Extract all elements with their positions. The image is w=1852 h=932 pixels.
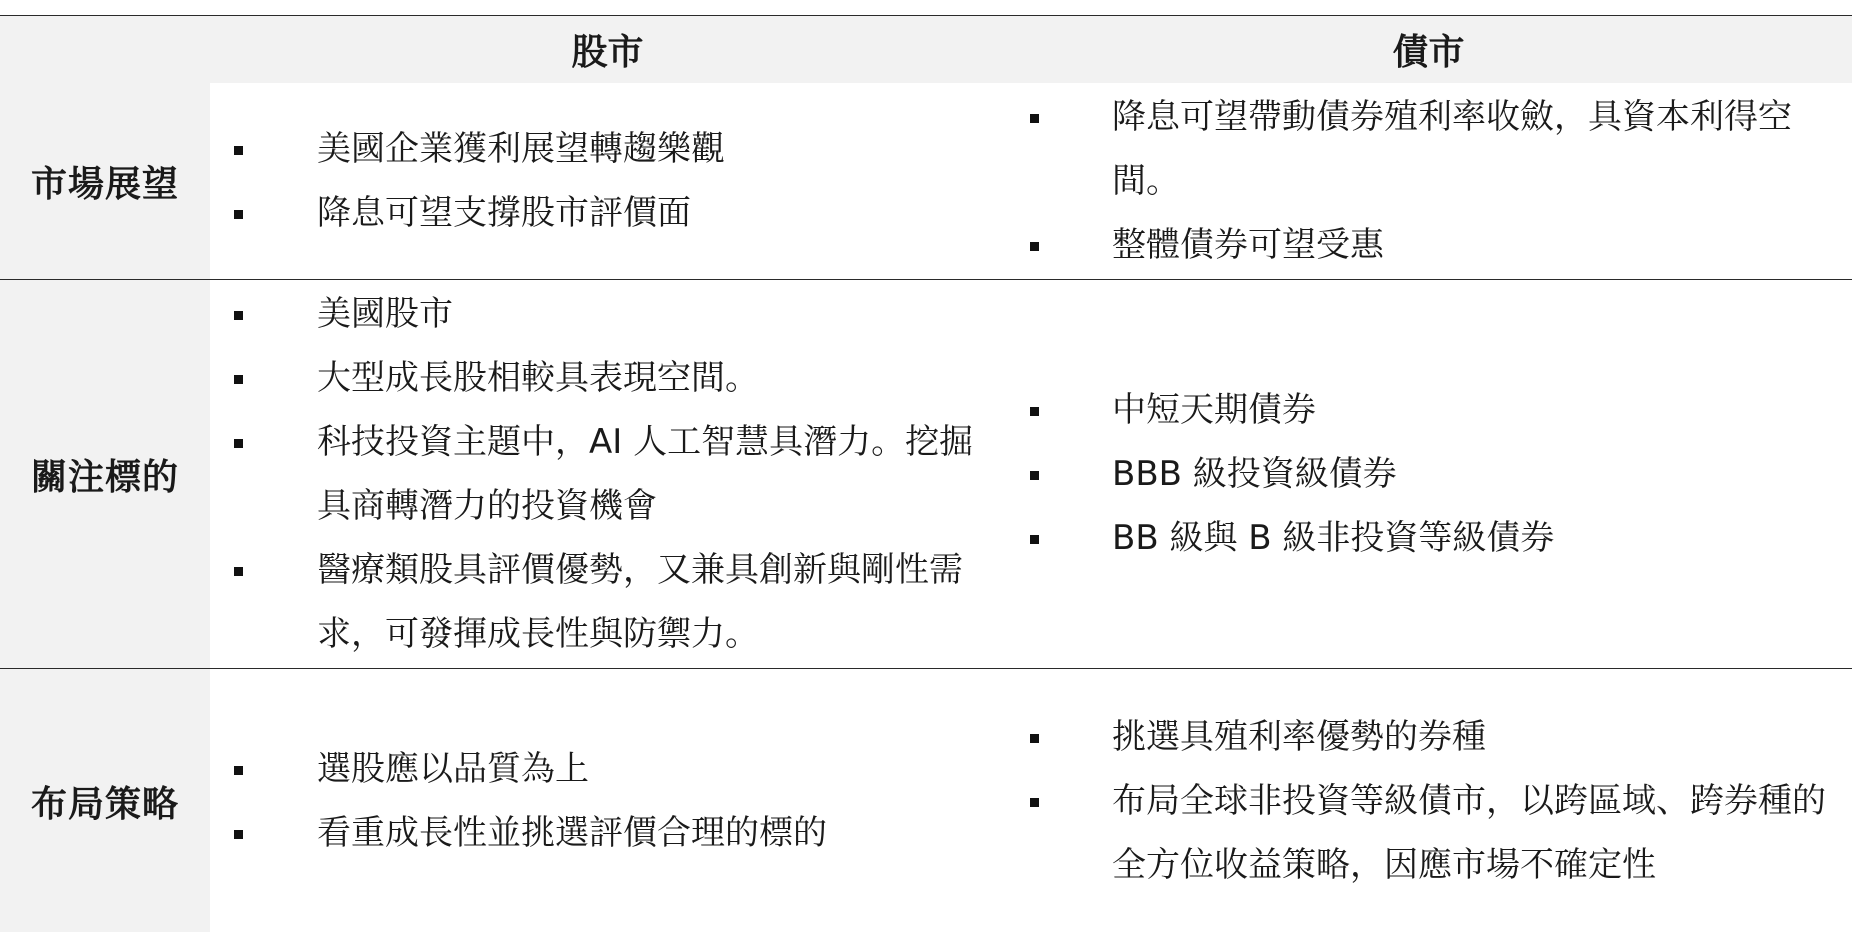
row-label-allocation-strategy: 布局策略 [0,669,210,932]
list-item: 整體債券可望受惠 [1005,213,1852,277]
list-item: 大型成長股相較具表現空間。 [210,346,1005,410]
list-item: 美國企業獲利展望轉趨樂觀 [210,117,1005,181]
stock-cell-focus-targets [210,280,1005,668]
square-bullet-icon [1030,471,1039,480]
square-bullet-icon [234,766,243,775]
bond-cell-focus-targets [1005,280,1852,668]
square-bullet-icon [234,830,243,839]
square-bullet-icon [234,210,243,219]
table-row-market-outlook [0,83,1852,280]
square-bullet-icon [1030,242,1039,251]
list-item: 醫療類股具評價優勢，又兼具創新與剛性需求，可發揮成長性與防禦力。 [210,538,1005,666]
table-header-row [0,16,1852,83]
table-row-allocation-strategy [0,669,1852,932]
market-outlook-table [0,15,1852,932]
list-item: 美國股市 [210,282,1005,346]
row-label-market-outlook: 市場展望 [0,83,210,279]
square-bullet-icon [1030,407,1039,416]
list-item: BBB 級投資級債券 [1005,442,1852,506]
square-bullet-icon [1030,734,1039,743]
list-item: 科技投資主題中，AI 人工智慧具潛力。挖掘具商轉潛力的投資機會 [210,410,1005,538]
list-item: 降息可望帶動債券殖利率收斂，具資本利得空間。 [1005,85,1852,213]
square-bullet-icon [234,567,243,576]
square-bullet-icon [1030,798,1039,807]
list-item: BB 級與 B 級非投資等級債券 [1005,506,1852,570]
stock-cell-allocation-strategy [210,669,1005,932]
square-bullet-icon [234,375,243,384]
stock-cell-market-outlook [210,83,1005,279]
list-item: 選股應以品質為上 [210,737,1005,801]
list-item: 中短天期債券 [1005,378,1852,442]
square-bullet-icon [234,311,243,320]
header-bond-market: 債市 [1392,32,1465,73]
list-item: 布局全球非投資等級債市，以跨區域、跨券種的全方位收益策略，因應市場不確定性 [1005,769,1852,897]
bond-cell-allocation-strategy [1005,669,1852,932]
row-label-focus-targets: 關注標的 [0,280,210,668]
square-bullet-icon [1030,114,1039,123]
list-item: 降息可望支撐股市評價面 [210,181,1005,245]
square-bullet-icon [1030,535,1039,544]
header-stock-market: 股市 [571,32,644,73]
square-bullet-icon [234,439,243,448]
table-row-focus-targets [0,280,1852,669]
list-item: 看重成長性並挑選評價合理的標的 [210,801,1005,865]
bond-cell-market-outlook [1005,83,1852,279]
list-item: 挑選具殖利率優勢的券種 [1005,705,1852,769]
square-bullet-icon [234,146,243,155]
